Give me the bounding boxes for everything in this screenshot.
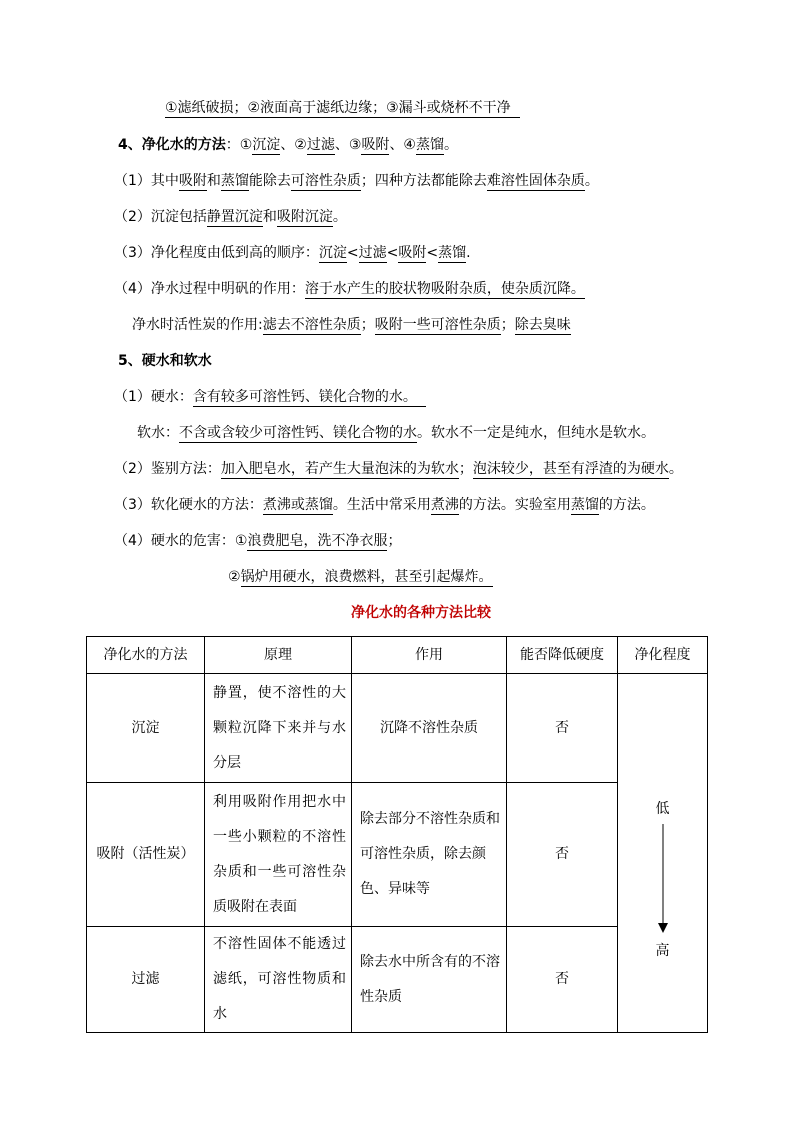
text-segment: （1）硬水： bbox=[114, 389, 193, 405]
keyword-static-settling: 静置沉淀 bbox=[206, 209, 263, 225]
cell-effect: 沉降不溶性杂质 bbox=[352, 674, 507, 783]
text-segment: 。 bbox=[444, 137, 458, 153]
text-segment: 、④ bbox=[389, 137, 416, 153]
text-segment: （3）净化程度由低到高的顺序： bbox=[114, 245, 319, 261]
text-segment: 。 bbox=[584, 173, 599, 189]
text-segment: 。软水不一定是纯水，但纯水是软水。 bbox=[417, 425, 655, 441]
carbon-role-line bbox=[132, 315, 571, 335]
text-segment: 和 bbox=[262, 209, 277, 225]
down-arrow-icon bbox=[653, 819, 673, 941]
section4-heading bbox=[118, 135, 458, 155]
cell-effect: 除去水中所含有的不溶性杂质 bbox=[352, 927, 507, 1033]
scale-low-label: 低 bbox=[655, 801, 670, 817]
keyword-distillation: 蒸馏 bbox=[570, 497, 599, 513]
table-row bbox=[87, 674, 708, 783]
text-segment: 的方法。 bbox=[598, 497, 655, 513]
keyword-sedimentation: 沉淀 bbox=[318, 245, 347, 261]
hazard-soap: 浪费肥皂，洗不净衣服 bbox=[247, 533, 388, 549]
text-segment: 、② bbox=[280, 137, 307, 153]
header-purification-level: 净化程度 bbox=[618, 637, 708, 674]
section4-point3 bbox=[114, 243, 471, 263]
keyword-distillation: 蒸馏 bbox=[220, 173, 249, 189]
keyword-adsorption: 吸附 bbox=[398, 245, 427, 261]
filter-failure-reasons: ①滤纸破损；②液面高于滤纸边缘；③漏斗或烧杯不干净 bbox=[165, 100, 520, 118]
text-segment: < bbox=[386, 245, 399, 261]
text-segment: ； bbox=[458, 461, 473, 477]
keyword-filtration: 过滤 bbox=[306, 137, 335, 153]
soft-water-test: 加入肥皂水，若产生大量泡沫的为软水 bbox=[220, 461, 459, 477]
keyword-boil-or-distill: 煮沸或蒸馏 bbox=[262, 497, 333, 513]
identification-method bbox=[114, 459, 683, 479]
filter-failure-line bbox=[165, 98, 520, 118]
hazard-boiler: 锅炉用硬水，浪费燃料，甚至引起爆炸。 bbox=[240, 569, 493, 585]
text-segment: （2）鉴别方法： bbox=[114, 461, 221, 477]
cell-reduces-hardness: 否 bbox=[507, 927, 618, 1033]
cell-principle: 利用吸附作用把水中一些小颗粒的不溶性杂质和一些可溶性杂质吸附在表面 bbox=[205, 783, 352, 927]
keyword-filtration: 过滤 bbox=[358, 245, 387, 261]
hard-water-meaning: 含有较多可溶性钙、镁化合物的水。 bbox=[193, 389, 426, 407]
section5-heading bbox=[118, 351, 212, 371]
section4-point2 bbox=[114, 207, 347, 227]
text-segment: ； bbox=[500, 317, 515, 333]
cell-principle: 静置，使不溶性的大颗粒沉降下来并与水分层 bbox=[205, 674, 352, 783]
header-effect: 作用 bbox=[352, 637, 507, 674]
section4-point1 bbox=[114, 171, 599, 191]
text-segment: （2）沉淀包括 bbox=[114, 209, 207, 225]
alum-role: 溶于水产生的胶状物吸附杂质，使杂质沉降。 bbox=[304, 281, 585, 297]
text-segment: （3）软化硬水的方法： bbox=[114, 497, 263, 513]
section4-point4 bbox=[114, 279, 585, 299]
text-segment: （4）硬水的危害：① bbox=[114, 533, 248, 549]
text-segment: ；四种方法都能除去 bbox=[360, 173, 487, 189]
text-segment: 净水时活性炭的作用: bbox=[132, 317, 263, 333]
header-principle: 原理 bbox=[205, 637, 352, 674]
text-segment: （4）净水过程中明矾的作用： bbox=[114, 281, 305, 297]
cell-reduces-hardness: 否 bbox=[507, 674, 618, 783]
keyword-insoluble-solids: 难溶性固体杂质 bbox=[486, 173, 585, 189]
hard-water-definition bbox=[114, 387, 426, 407]
header-method: 净化水的方法 bbox=[87, 637, 205, 674]
text-segment: 。 bbox=[332, 209, 347, 225]
carbon-role-item: 滤去不溶性杂质 bbox=[262, 317, 361, 333]
text-segment: . bbox=[466, 245, 471, 261]
text-segment: 的方法。实验室用 bbox=[458, 497, 571, 513]
cell-effect: 除去部分不溶性杂质和可溶性杂质，除去颜色、异味等 bbox=[352, 783, 507, 927]
text-segment: （1）其中 bbox=[114, 173, 179, 189]
section4-title: 4、净化水的方法 bbox=[118, 137, 226, 153]
header-reduces-hardness: 能否降低硬度 bbox=[507, 637, 618, 674]
carbon-role-item: 除去臭味 bbox=[514, 317, 571, 333]
text-segment: 。生活中常采用 bbox=[332, 497, 431, 513]
hard-water-test: 泡沫较少，甚至有浮渣的为硬水 bbox=[472, 461, 669, 477]
hard-water-hazard-2 bbox=[228, 567, 493, 587]
keyword-sedimentation: 沉淀 bbox=[252, 137, 281, 153]
text-segment: 。 bbox=[668, 461, 683, 477]
cell-method: 过滤 bbox=[87, 927, 205, 1033]
carbon-role-item: 吸附一些可溶性杂质 bbox=[374, 317, 501, 333]
text-segment: 软水： bbox=[137, 425, 179, 441]
soft-water-meaning: 不含或含较少可溶性钙、镁化合物的水 bbox=[179, 425, 417, 441]
table-row bbox=[87, 927, 708, 1033]
soft-water-definition bbox=[137, 423, 655, 443]
keyword-distillation: 蒸馏 bbox=[438, 245, 467, 261]
text-segment: ：① bbox=[225, 137, 253, 153]
cell-method: 沉淀 bbox=[87, 674, 205, 783]
text-segment: < bbox=[426, 245, 439, 261]
scale-high-label: 高 bbox=[655, 943, 670, 959]
table-title: 净化水的各种方法比较 bbox=[351, 605, 491, 621]
keyword-adsorption: 吸附 bbox=[361, 137, 390, 153]
text-segment: 能除去 bbox=[248, 173, 291, 189]
keyword-soluble-impurities: 可溶性杂质 bbox=[290, 173, 361, 189]
hard-water-hazard-1 bbox=[114, 531, 401, 551]
cell-principle: 不溶性固体不能透过滤纸，可溶性物质和水 bbox=[205, 927, 352, 1033]
cell-reduces-hardness: 否 bbox=[507, 783, 618, 927]
text-segment: ② bbox=[228, 569, 241, 585]
text-segment: ； bbox=[360, 317, 375, 333]
keyword-adsorption-settling: 吸附沉淀 bbox=[276, 209, 333, 225]
purification-scale-cell bbox=[618, 674, 708, 1033]
comparison-table bbox=[86, 636, 708, 1033]
section5-title: 5、硬水和软水 bbox=[118, 353, 212, 369]
keyword-adsorption: 吸附 bbox=[178, 173, 207, 189]
softening-method bbox=[114, 495, 655, 515]
text-segment: < bbox=[346, 245, 359, 261]
table-row bbox=[87, 783, 708, 927]
keyword-distillation: 蒸馏 bbox=[416, 137, 444, 153]
text-segment: 和 bbox=[206, 173, 221, 189]
cell-method: 吸附（活性炭） bbox=[87, 783, 205, 927]
keyword-boil: 煮沸 bbox=[430, 497, 459, 513]
text-segment: ； bbox=[387, 533, 402, 549]
table-header-row bbox=[87, 637, 708, 674]
text-segment: 、③ bbox=[334, 137, 362, 153]
